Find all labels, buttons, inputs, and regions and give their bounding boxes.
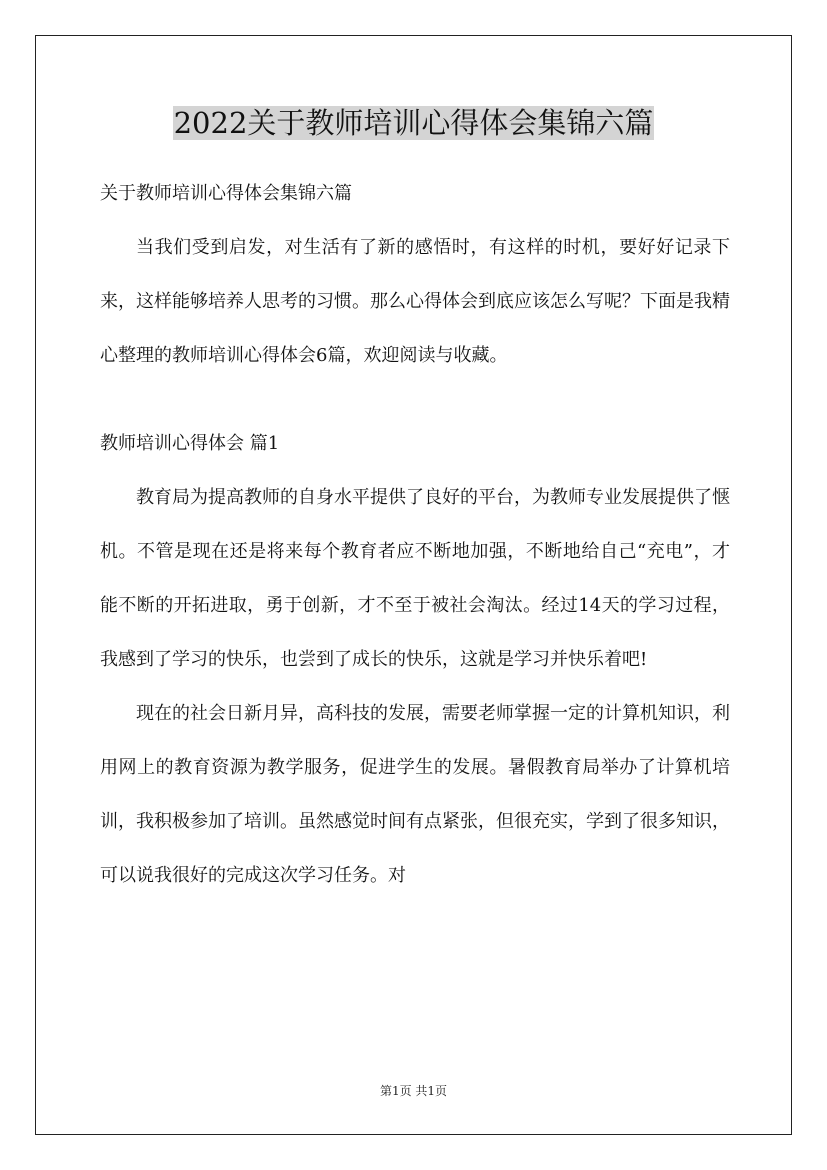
document-title-text: 2022关于教师培训心得体会集锦六篇	[173, 106, 654, 140]
body-paragraph: 现在的社会日新月异，高科技的发展，需要老师掌握一定的计算机知识，利用网上的教育资源为教学服务，促进学生的发展。暑假教育局举办了计算机培训，我积极参加了培训。虽然感觉时间有点紧张，但很充实，学到了很多知识，可以说我很好的完成这次学习任务。对	[100, 703, 730, 886]
page-footer: 第1页 共1页	[379, 1084, 448, 1098]
document-body	[100, 176, 730, 903]
document-subtitle: 关于教师培训心得体会集锦六篇	[100, 183, 352, 204]
body-paragraph: 教育局为提高教师的自身水平提供了良好的平台，为教师专业发展提供了惬机。不管是现在还是将来每个教育者应不断地加强，不断地给自己“充电”，才能不断的开拓进取，勇于创新，才不至于被社会淘汰。经过14天的学习过程，我感到了学习的快乐，也尝到了成长的快乐，这就是学习并快乐着吧!	[100, 487, 730, 670]
document-title	[0, 103, 827, 143]
section-heading: 教师培训心得体会 篇1	[100, 433, 280, 454]
intro-paragraph: 当我们受到启发，对生活有了新的感悟时，有这样的时机，要好好记录下来，这样能够培养人思考的习惯。那么心得体会到底应该怎么写呢？下面是我精心整理的教师培训心得体会6篇，欢迎阅读与收藏。	[100, 237, 730, 366]
